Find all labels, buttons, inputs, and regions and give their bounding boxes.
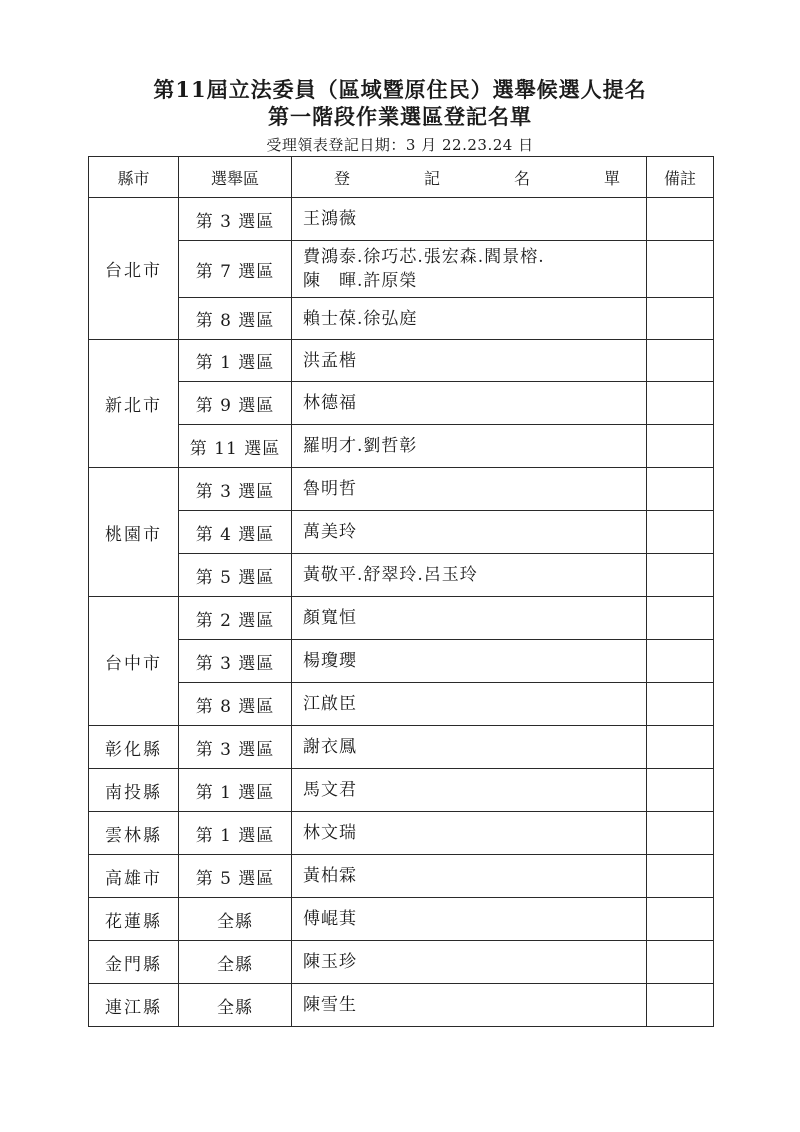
candidate-names: 林德福 <box>303 393 357 413</box>
district-cell: 第 1 選區 <box>179 769 292 812</box>
table-row <box>89 812 714 855</box>
county-cell: 新北市 <box>89 340 179 468</box>
county-cell: 連江縣 <box>89 984 179 1027</box>
candidate-names: 王鴻薇 <box>303 209 357 229</box>
names-cell <box>292 198 647 241</box>
district-cell: 全縣 <box>179 898 292 941</box>
district-cell: 第 11 選區 <box>179 425 292 468</box>
header-names-char: 記 <box>423 168 440 188</box>
table-row <box>89 726 714 769</box>
table-row <box>89 769 714 812</box>
names-cell <box>292 340 647 382</box>
remarks-cell <box>647 198 714 241</box>
registration-date: 受理領表登記日期：3 月 22.23.24 日 <box>266 136 534 154</box>
candidate-names: 萬美玲 <box>303 522 357 542</box>
remarks-cell <box>647 425 714 468</box>
table-row <box>89 683 714 726</box>
table-row <box>89 298 714 340</box>
candidate-names: 羅明才.劉哲彰 <box>303 436 418 456</box>
remarks-cell <box>647 340 714 382</box>
candidate-names: 洪孟楷 <box>303 350 357 371</box>
table-row <box>89 198 714 241</box>
names-cell <box>292 241 647 298</box>
candidate-names: 顏寬恒 <box>303 608 357 628</box>
district-cell: 第 3 選區 <box>179 198 292 241</box>
table-row <box>89 984 714 1027</box>
document-title-line-2: 第一階段作業選區登記名單 <box>268 104 532 129</box>
table-row <box>89 597 714 640</box>
table-row <box>89 855 714 898</box>
remarks-cell <box>647 726 714 769</box>
table-row <box>89 382 714 425</box>
remarks-cell <box>647 511 714 554</box>
remarks-cell <box>647 640 714 683</box>
names-cell <box>292 812 647 855</box>
names-cell <box>292 855 647 898</box>
candidate-names: 黃敬平.舒翠玲.呂玉玲 <box>303 565 478 585</box>
names-cell <box>292 769 647 812</box>
remarks-cell <box>647 984 714 1027</box>
names-cell <box>292 382 647 425</box>
table-row <box>89 511 714 554</box>
district-cell: 第 8 選區 <box>179 298 292 340</box>
remarks-cell <box>647 941 714 984</box>
names-cell <box>292 468 647 511</box>
header-names-char: 單 <box>603 168 620 188</box>
remarks-cell <box>647 597 714 640</box>
remarks-cell <box>647 468 714 511</box>
district-cell: 第 7 選區 <box>179 241 292 298</box>
candidate-names: 費鴻泰.徐巧芯.張宏森.閻景榕. <box>303 247 545 267</box>
names-cell <box>292 640 647 683</box>
candidate-names: 謝衣鳳 <box>303 737 357 757</box>
header-names-char: 名 <box>513 168 530 188</box>
document-title-line-1: 第11屆立法委員（區域暨原住民）選舉候選人提名 <box>153 77 647 102</box>
remarks-cell <box>647 812 714 855</box>
table-row <box>89 640 714 683</box>
names-cell <box>292 597 647 640</box>
district-cell: 第 5 選區 <box>179 855 292 898</box>
names-cell <box>292 898 647 941</box>
county-cell: 南投縣 <box>89 769 179 812</box>
county-cell: 台北市 <box>89 198 179 340</box>
county-cell: 金門縣 <box>89 941 179 984</box>
district-cell: 第 1 選區 <box>179 340 292 382</box>
candidate-names: 林文瑞 <box>303 823 357 843</box>
county-cell: 彰化縣 <box>89 726 179 769</box>
remarks-cell <box>647 554 714 597</box>
header-remarks: 備註 <box>647 157 714 198</box>
candidate-names: 陳玉珍 <box>303 952 357 972</box>
remarks-cell <box>647 241 714 298</box>
table-row <box>89 554 714 597</box>
names-cell <box>292 984 647 1027</box>
candidate-names: 馬文君 <box>303 780 357 800</box>
district-cell: 第 5 選區 <box>179 554 292 597</box>
remarks-cell <box>647 898 714 941</box>
names-cell <box>292 425 647 468</box>
district-cell: 第 2 選區 <box>179 597 292 640</box>
names-cell <box>292 298 647 340</box>
county-cell: 台中市 <box>89 597 179 726</box>
table-row <box>89 941 714 984</box>
header-names <box>292 157 647 198</box>
remarks-cell <box>647 683 714 726</box>
candidate-names: 黃柏霖 <box>303 866 357 886</box>
remarks-cell <box>647 769 714 812</box>
district-cell: 第 4 選區 <box>179 511 292 554</box>
district-cell: 第 9 選區 <box>179 382 292 425</box>
names-cell <box>292 511 647 554</box>
candidate-names: 陳雪生 <box>303 995 357 1015</box>
names-cell <box>292 554 647 597</box>
candidate-names: 楊瓊瓔 <box>303 651 357 671</box>
table-row <box>89 241 714 298</box>
table-row <box>89 468 714 511</box>
header-district: 選舉區 <box>179 157 292 198</box>
district-cell: 第 8 選區 <box>179 683 292 726</box>
remarks-cell <box>647 298 714 340</box>
district-cell: 第 1 選區 <box>179 812 292 855</box>
remarks-cell <box>647 382 714 425</box>
header-names-char: 登 <box>334 168 351 188</box>
names-cell <box>292 941 647 984</box>
county-cell: 雲林縣 <box>89 812 179 855</box>
county-cell: 花蓮縣 <box>89 898 179 941</box>
candidate-registration-table <box>88 156 714 1027</box>
names-cell <box>292 726 647 769</box>
district-cell: 全縣 <box>179 941 292 984</box>
candidate-names: 陳 暉.許原榮 <box>303 271 418 291</box>
county-cell: 高雄市 <box>89 855 179 898</box>
candidate-names: 傅崐萁 <box>303 909 357 929</box>
district-cell: 第 3 選區 <box>179 468 292 511</box>
candidate-names: 賴士葆.徐弘庭 <box>303 308 418 329</box>
district-cell: 第 3 選區 <box>179 640 292 683</box>
candidate-names: 魯明哲 <box>303 479 357 499</box>
header-county: 縣市 <box>89 157 179 198</box>
table-row <box>89 340 714 382</box>
table-row <box>89 425 714 468</box>
candidate-names: 江啟臣 <box>303 694 357 714</box>
names-cell <box>292 683 647 726</box>
table-row <box>89 898 714 941</box>
district-cell: 第 3 選區 <box>179 726 292 769</box>
remarks-cell <box>647 855 714 898</box>
county-cell: 桃園市 <box>89 468 179 597</box>
district-cell: 全縣 <box>179 984 292 1027</box>
